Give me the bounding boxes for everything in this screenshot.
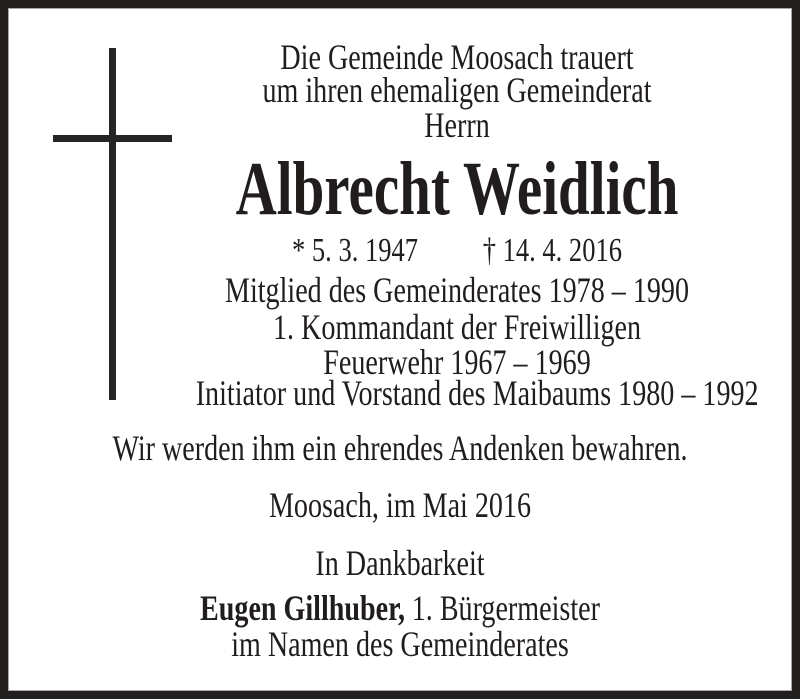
signature-on-behalf: im Namen des Gemeinderates	[231, 624, 569, 664]
place-date-line: Moosach, im Mai 2016	[268, 485, 532, 525]
honor-line-1: Mitglied des Gemeinderates 1978 – 1990	[224, 270, 690, 310]
birth-date: * 5. 3. 1947	[292, 232, 418, 269]
signature-title: 1. Bürgermeister	[411, 588, 600, 628]
honor-line-3: Feuerwehr 1967 – 1969	[323, 342, 591, 382]
tribute-line: Wir werden ihm ein ehrendes Andenken bewahren.	[112, 428, 688, 468]
closing-line: In Dankbarkeit	[315, 543, 485, 583]
life-dates	[196, 234, 719, 268]
intro-line-2: um ihren ehemaligen Gemeinderat	[262, 70, 652, 110]
signature-name: Eugen Gillhuber,	[200, 588, 406, 628]
intro-line-3: Herrn	[424, 105, 490, 145]
honor-line-2: 1. Kommandant der Freiwilligen	[272, 307, 642, 347]
intro-line-1: Die Gemeinde Moosach trauert	[280, 37, 634, 77]
death-date: † 14. 4. 2016	[482, 232, 622, 269]
deceased-name: Albrecht Weidlich	[235, 147, 679, 231]
signature-line	[94, 590, 706, 626]
cross-horizontal-bar	[53, 135, 172, 142]
cross-vertical-bar	[109, 48, 116, 400]
honor-line-4: Initiator und Vorstand des Maibaums 1980 – 1992	[195, 373, 759, 413]
